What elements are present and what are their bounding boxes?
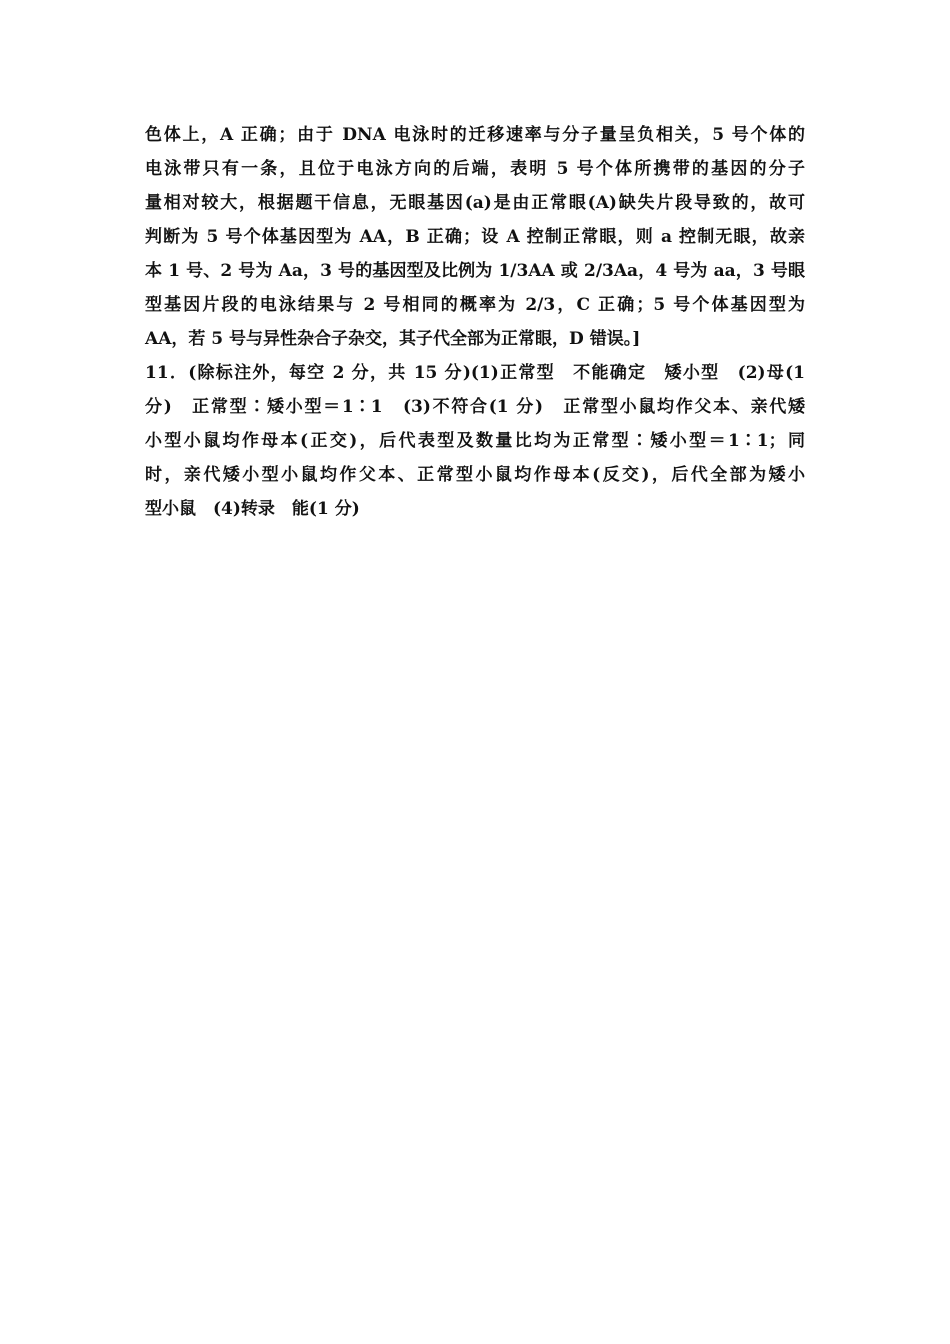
question-11-line: 时，亲代矮小型小鼠均作父本、正常型小鼠均作母本(反交)，后代全部为矮小 — [145, 465, 805, 485]
paragraph-line: 型基因片段的电泳结果与 2 号相同的概率为 2/3，C 正确；5 号个体基因型为 — [145, 295, 805, 315]
question-11-line: 11．(除标注外，每空 2 分，共 15 分)(1)正常型 不能确定 矮小型 (2)母(1 — [145, 363, 805, 383]
paragraph-line: 电泳带只有一条，且位于电泳方向的后端，表明 5 号个体所携带的基因的分子 — [145, 159, 805, 179]
question-11-line: 型小鼠 (4)转录 能(1 分) — [145, 499, 360, 519]
question-11-line: 分) 正常型∶矮小型＝1∶1 (3)不符合(1 分) 正常型小鼠均作父本、亲代矮 — [145, 397, 805, 417]
answer-text-block — [145, 118, 805, 526]
paragraph-line: 判断为 5 号个体基因型为 AA，B 正确；设 A 控制正常眼，则 a 控制无眼，故亲 — [145, 227, 805, 247]
paragraph-line: 本 1 号、2 号为 Aa，3 号的基因型及比例为 1/3AA 或 2/3Aa，4 号为 aa，3 号眼 — [145, 261, 805, 281]
paragraph-line: 量相对较大，根据题干信息，无眼基因(a)是由正常眼(A)缺失片段导致的，故可 — [145, 193, 805, 213]
paragraph-line: AA，若 5 号与异性杂合子杂交，其子代全部为正常眼，D 错误。] — [145, 329, 641, 349]
question-11-line: 小型小鼠均作母本(正交)，后代表型及数量比均为正常型∶矮小型＝1∶1；同 — [145, 431, 805, 451]
paragraph-line: 色体上，A 正确；由于 DNA 电泳时的迁移速率与分子量呈负相关，5 号个体的 — [145, 125, 805, 145]
